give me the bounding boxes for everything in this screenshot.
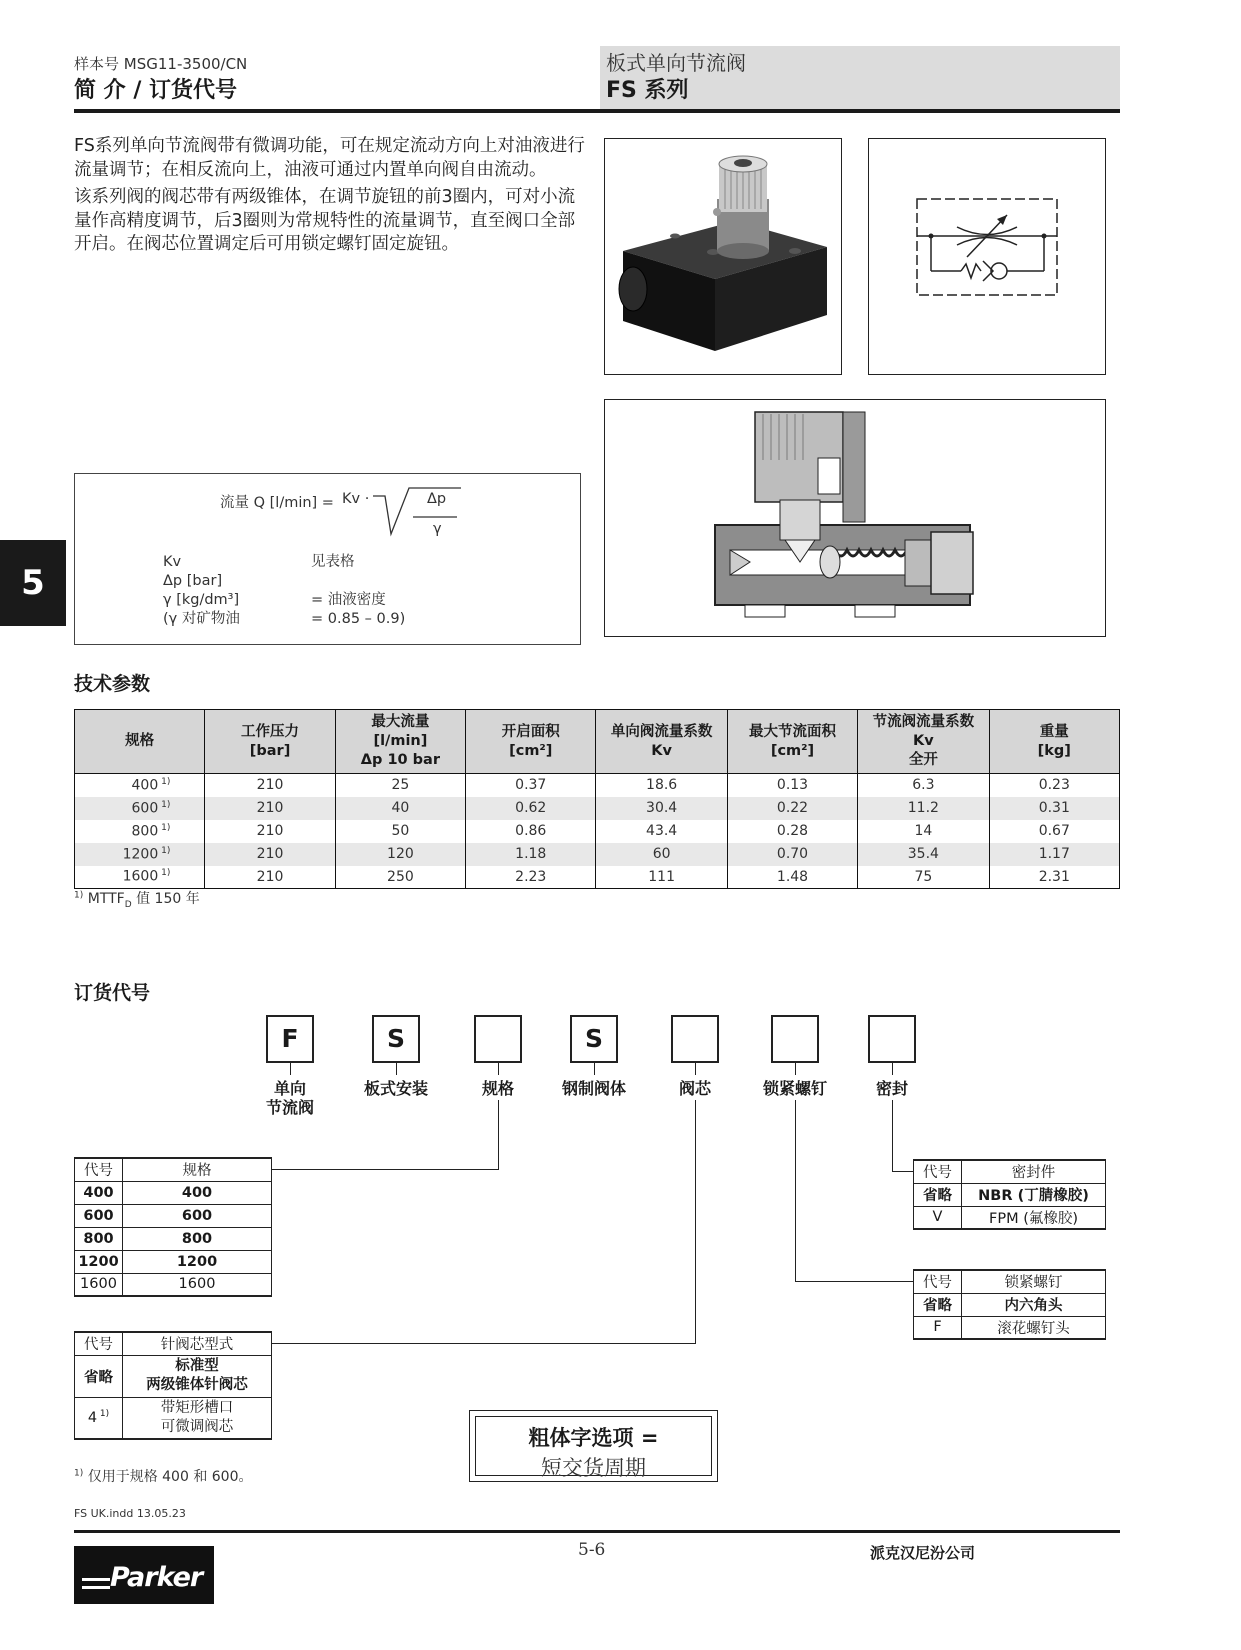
- intro-paragraph-1: FS系列单向节流阀带有微调功能，可在规定流动方向上对油液进行流量调节；在相反流向上，油液可通过内置单向阀自由流动。: [74, 136, 585, 180]
- stem-line: [695, 1063, 696, 1075]
- cell-size: 1600: [123, 1273, 272, 1296]
- th-max-flow: 最大流量 [l/min] Δp 10 bar: [335, 710, 465, 774]
- cell-open-area: 1.18: [466, 843, 596, 866]
- cell-open-area: 0.37: [466, 774, 596, 797]
- cell-size: 1600 $^{1)}$: [75, 866, 205, 889]
- leader-spool: [272, 1343, 696, 1344]
- cell-spool-type: 标准型 两级锥体针阀芯: [123, 1355, 272, 1397]
- symbol-gamma: γ [kg/dm³]: [163, 592, 240, 608]
- desc-gamma-note: = 0.85 – 0.9): [311, 611, 406, 627]
- label-lock-screw: 锁紧螺钉: [762, 1079, 827, 1098]
- cell-pressure: 210: [205, 843, 335, 866]
- cell-max-flow: 50: [335, 820, 465, 843]
- desc-gamma: = 油液密度: [311, 592, 386, 608]
- section-title: 简 介 / 订货代号: [74, 78, 238, 103]
- cell-code: 400: [75, 1181, 123, 1204]
- th-open-area: 开启面积 [cm²]: [466, 710, 596, 774]
- logo-text: Parker: [110, 1562, 203, 1593]
- cell-code: F: [914, 1316, 962, 1339]
- header-rule: [74, 109, 1120, 113]
- desc-kv: 见表格: [311, 554, 355, 570]
- series-title: FS 系列: [606, 78, 689, 103]
- ordering-footnote: $^{1)}$ 仅用于规格 400 和 600。: [74, 1468, 253, 1485]
- valve-block-image: [605, 139, 841, 374]
- cell-pressure: 210: [205, 774, 335, 797]
- th-pressure: 工作压力 [bar]: [205, 710, 335, 774]
- cell-open-area: 0.86: [466, 820, 596, 843]
- table-row: [75, 820, 1120, 843]
- table-header: [75, 1332, 272, 1355]
- valve-cross-section-image: [605, 400, 1105, 636]
- cell-size: 1200: [123, 1250, 272, 1273]
- cell-check-kv: 18.6: [596, 774, 727, 797]
- cell-open-area: 2.23: [466, 866, 596, 889]
- page-number: 5-6: [578, 1540, 606, 1560]
- leader-spool: [695, 1100, 696, 1344]
- cell-throttle-area: 0.70: [727, 843, 857, 866]
- table-header: [914, 1270, 1106, 1293]
- product-photo: [604, 138, 842, 375]
- label-spool: 阀芯: [678, 1079, 711, 1098]
- cell-size: 1200 $^{1)}$: [75, 843, 205, 866]
- table-row: [75, 1250, 272, 1273]
- label-subplate: 板式安装: [363, 1079, 428, 1098]
- code-box-seal: [868, 1015, 916, 1063]
- cell-throttle-kv: 11.2: [858, 797, 989, 820]
- cell-pressure: 210: [205, 820, 335, 843]
- stem-line: [290, 1063, 291, 1075]
- code-box-steel-body: S: [570, 1015, 618, 1063]
- cell-code: 600: [75, 1204, 123, 1227]
- leader-size: [272, 1169, 499, 1170]
- cell-max-flow: 120: [335, 843, 465, 866]
- ordering-title: 订货代号: [74, 982, 151, 1004]
- cell-throttle-area: 0.13: [727, 774, 857, 797]
- leader-size: [498, 1100, 499, 1170]
- intro-paragraph-2: 该系列阀的阀芯带有两级锥体，在调节旋钮的前3圈内，可对小流量作高精度调节，后3圈则为常规特性的流量调节，直至阀口全部开启。在阀芯位置调定后可用锁定螺钉固定旋钮。: [74, 187, 576, 254]
- label-seal: 密封: [875, 1079, 908, 1098]
- cell-code: 800: [75, 1227, 123, 1250]
- code-box-s: S: [372, 1015, 420, 1063]
- file-info: FS UK.indd 13.05.23: [74, 1507, 186, 1520]
- table-row: [75, 1227, 272, 1250]
- cell-check-kv: 60: [596, 843, 727, 866]
- cell-weight: 2.31: [989, 866, 1119, 889]
- tech-header-row: [75, 710, 1120, 774]
- table-row: [75, 1355, 272, 1397]
- th-throttle-area: 最大节流面积 [cm²]: [727, 710, 857, 774]
- cell-weight: 0.23: [989, 774, 1119, 797]
- leader-seal: [892, 1171, 913, 1172]
- table-row: [75, 1273, 272, 1296]
- square-root-icon: [371, 484, 471, 546]
- code-box-f: F: [266, 1015, 314, 1063]
- formula-denominator: γ: [433, 521, 442, 537]
- cell-open-area: 0.62: [466, 797, 596, 820]
- logo-bar: [82, 1578, 110, 1581]
- table-header: [75, 1158, 272, 1181]
- code-box-size: [474, 1015, 522, 1063]
- table-row: [75, 1204, 272, 1227]
- cell-weight: 0.67: [989, 820, 1119, 843]
- table-row: [75, 1181, 272, 1204]
- check-throttle-symbol-icon: [869, 139, 1105, 374]
- th-seal: 密封件: [962, 1160, 1106, 1183]
- cell-code: 省略: [75, 1355, 123, 1397]
- cell-size: 800: [123, 1227, 272, 1250]
- cell-seal: NBR (丁腈橡胶): [962, 1183, 1106, 1206]
- cell-weight: 0.31: [989, 797, 1119, 820]
- label-size: 规格: [481, 1079, 514, 1098]
- cell-code: 1600: [75, 1273, 123, 1296]
- label-steel-body: 钢制阀体: [561, 1079, 626, 1098]
- symbol-gamma-note: (γ 对矿物油: [163, 611, 240, 627]
- cell-pressure: 210: [205, 866, 335, 889]
- short-delivery-note: [469, 1410, 718, 1482]
- th-lock-screw: 锁紧螺钉: [962, 1270, 1106, 1293]
- symbol-dp: Δp [bar]: [163, 573, 223, 589]
- th-code: 代号: [914, 1270, 962, 1293]
- logo-bar: [82, 1586, 110, 1589]
- table-row: [75, 843, 1120, 866]
- th-spool-type: 针阀芯型式: [123, 1332, 272, 1355]
- spool-table: [74, 1331, 272, 1440]
- chapter-tab: 5: [0, 540, 66, 626]
- cell-size: 600 $^{1)}$: [75, 797, 205, 820]
- lock-screw-table: [913, 1269, 1106, 1340]
- formula-lhs: 流量 Q [l/min] =: [220, 495, 334, 511]
- tech-footnote: $^{1)}$ $MTTF_D$ 值 150 年: [74, 890, 200, 910]
- stem-line: [396, 1063, 397, 1075]
- parker-logo: [74, 1546, 214, 1604]
- leader-lock-screw: [795, 1281, 913, 1282]
- cell-seal: FPM (氟橡胶): [962, 1206, 1106, 1229]
- table-row: [75, 1397, 272, 1439]
- leader-seal: [892, 1100, 893, 1172]
- stem-line: [594, 1063, 595, 1075]
- stem-line: [498, 1063, 499, 1075]
- formula-box: [74, 473, 581, 645]
- cell-weight: 1.17: [989, 843, 1119, 866]
- cell-size: 400 $^{1)}$: [75, 774, 205, 797]
- formula-numerator: Δp: [427, 491, 447, 507]
- catalog-number: 样本号 MSG11-3500/CN: [74, 55, 248, 73]
- cell-code: 1200: [75, 1250, 123, 1273]
- hydraulic-symbol: [868, 138, 1106, 375]
- cell-check-kv: 43.4: [596, 820, 727, 843]
- table-row: [75, 866, 1120, 889]
- table-row: [914, 1206, 1106, 1229]
- cell-check-kv: 111: [596, 866, 727, 889]
- table-row: [914, 1183, 1106, 1206]
- th-check-kv: 单向阀流量系数 Kv: [596, 710, 727, 774]
- cell-throttle-area: 0.22: [727, 797, 857, 820]
- product-name: 板式单向节流阀: [606, 51, 746, 75]
- cell-size: 400: [123, 1181, 272, 1204]
- cell-code: V: [914, 1206, 962, 1229]
- cell-throttle-kv: 75: [858, 866, 989, 889]
- leader-lock-screw: [795, 1100, 796, 1282]
- formula-symbols: [163, 553, 240, 629]
- cell-throttle-kv: 35.4: [858, 843, 989, 866]
- company-name: 派克汉尼汾公司: [870, 1544, 976, 1562]
- cell-check-kv: 30.4: [596, 797, 727, 820]
- cell-spool-type: 带矩形槽口 可微调阀芯: [123, 1397, 272, 1439]
- label-check-throttle: 单向 节流阀: [265, 1079, 314, 1117]
- bold-note-title: 粗体字选项 =: [528, 1426, 659, 1450]
- code-box-spool: [671, 1015, 719, 1063]
- desc-dp: [311, 572, 405, 591]
- tech-table: [74, 709, 1120, 889]
- cell-size: 600: [123, 1204, 272, 1227]
- cell-throttle-area: 1.48: [727, 866, 857, 889]
- cell-throttle-kv: 6.3: [858, 774, 989, 797]
- cell-throttle-kv: 14: [858, 820, 989, 843]
- intro-text: [74, 135, 586, 261]
- size-table: [74, 1157, 272, 1297]
- table-row: [914, 1316, 1106, 1339]
- cell-code: 省略: [914, 1183, 962, 1206]
- th-weight: 重量 [kg]: [989, 710, 1119, 774]
- cell-pressure: 210: [205, 797, 335, 820]
- symbol-kv: Kv: [163, 554, 182, 570]
- table-header: [914, 1160, 1106, 1183]
- bold-note-text: 短交货周期: [541, 1456, 646, 1480]
- cell-lock-screw: 内六角头: [962, 1293, 1106, 1316]
- footer-rule: [74, 1530, 1120, 1533]
- stem-line: [892, 1063, 893, 1075]
- th-throttle-kv: 节流阀流量系数 Kv 全开: [858, 710, 989, 774]
- stem-line: [795, 1063, 796, 1075]
- cell-code: 4 $^{1)}$: [75, 1397, 123, 1439]
- cell-max-flow: 250: [335, 866, 465, 889]
- th-code: 代号: [75, 1158, 123, 1181]
- cell-size: 800 $^{1)}$: [75, 820, 205, 843]
- th-code: 代号: [914, 1160, 962, 1183]
- th-code: 代号: [75, 1332, 123, 1355]
- section-view-drawing: [604, 399, 1106, 637]
- th-size: 规格: [123, 1158, 272, 1181]
- formula-kv: Kv ·: [342, 491, 370, 507]
- cell-max-flow: 40: [335, 797, 465, 820]
- table-row: [914, 1293, 1106, 1316]
- th-size: 规格: [75, 710, 205, 774]
- formula-descriptions: [311, 553, 405, 629]
- cell-max-flow: 25: [335, 774, 465, 797]
- table-row: [75, 774, 1120, 797]
- tech-title: 技术参数: [74, 673, 151, 695]
- table-row: [75, 797, 1120, 820]
- short-delivery-note-inner: [475, 1416, 712, 1480]
- cell-throttle-area: 0.28: [727, 820, 857, 843]
- code-box-lock-screw: [771, 1015, 819, 1063]
- cell-code: 省略: [914, 1293, 962, 1316]
- cell-lock-screw: 滚花螺钉头: [962, 1316, 1106, 1339]
- seal-table: [913, 1159, 1106, 1230]
